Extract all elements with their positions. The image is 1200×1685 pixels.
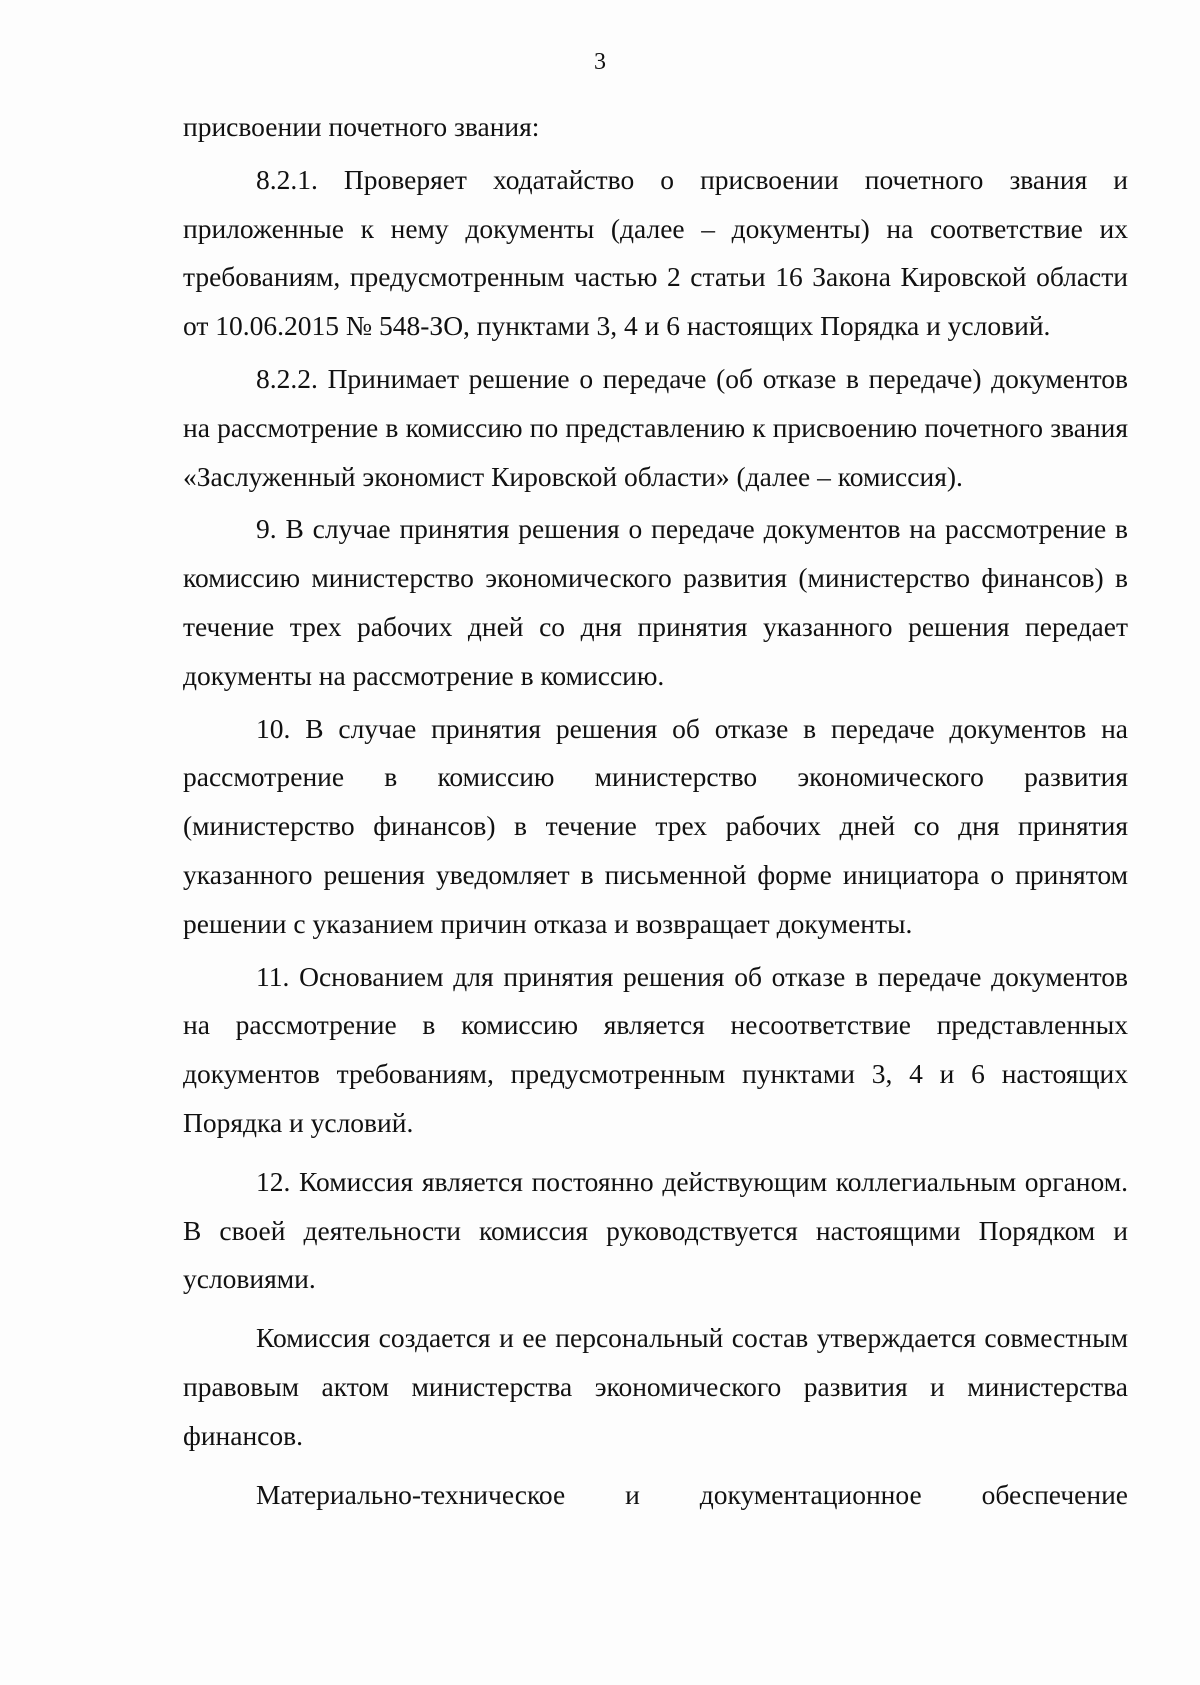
paragraph-continuation: присвоении почетного звания: — [183, 111, 540, 142]
paragraph-12: 12. Комиссия является постоянно действующим коллегиальным органом. В своей деятельности комиссия руководствуется настоящими Порядком и условиями. — [183, 1165, 1128, 1295]
page-number: 3 — [594, 49, 606, 75]
paragraph-material-support: Материально-техническое и документационное обеспечение — [256, 1478, 1128, 1510]
document-body — [183, 103, 1128, 1519]
paragraph-10: 10. В случае принятия решения об отказе в передаче документов на рассмотрение в комиссию министерство экономического развития (министерство финансов) в течение трех рабочих дней со дня принятия указанного решения уведомляет в письменной форме инициатора о принятом решении с указанием причин отказа и возвращает документы. — [183, 712, 1128, 939]
paragraph-9: 9. В случае принятия решения о передаче документов на рассмотрение в комиссию министерство экономического развития (министерство финансов) в течение трех рабочих дней со дня принятия указанного решения передает документы на рассмотрение в комиссию. — [183, 513, 1128, 691]
paragraph-11: 11. Основанием для принятия решения об отказе в передаче документов на рассмотрение в комиссию является несоответствие представленных документов требованиям, предусмотренным пунктами 3, 4 и 6 настоящих Порядка и условий. — [183, 960, 1128, 1138]
paragraph-8-2-1: 8.2.1. Проверяет ходатайство о присвоении почетного звания и приложенные к нему документы (далее – документы) на соответствие их требованиям, предусмотренным частью 2 статьи 16 Закона Кировской области от 10.06.2015 № 548-ЗО, пунктами 3, 4 и 6 настоящих Порядка и условий. — [183, 163, 1128, 342]
paragraph-8-2-2: 8.2.2. Принимает решение о передаче (об отказе в передаче) документов на рассмотрение в комиссию по представлению к присвоению почетного звания «Заслуженный экономист Кировской области» (далее – комиссия). — [183, 362, 1128, 492]
paragraph-commission-composition: Комиссия создается и ее персональный состав утверждается совместным правовым актом министерства экономического развития и министерства финансов. — [183, 1322, 1128, 1451]
